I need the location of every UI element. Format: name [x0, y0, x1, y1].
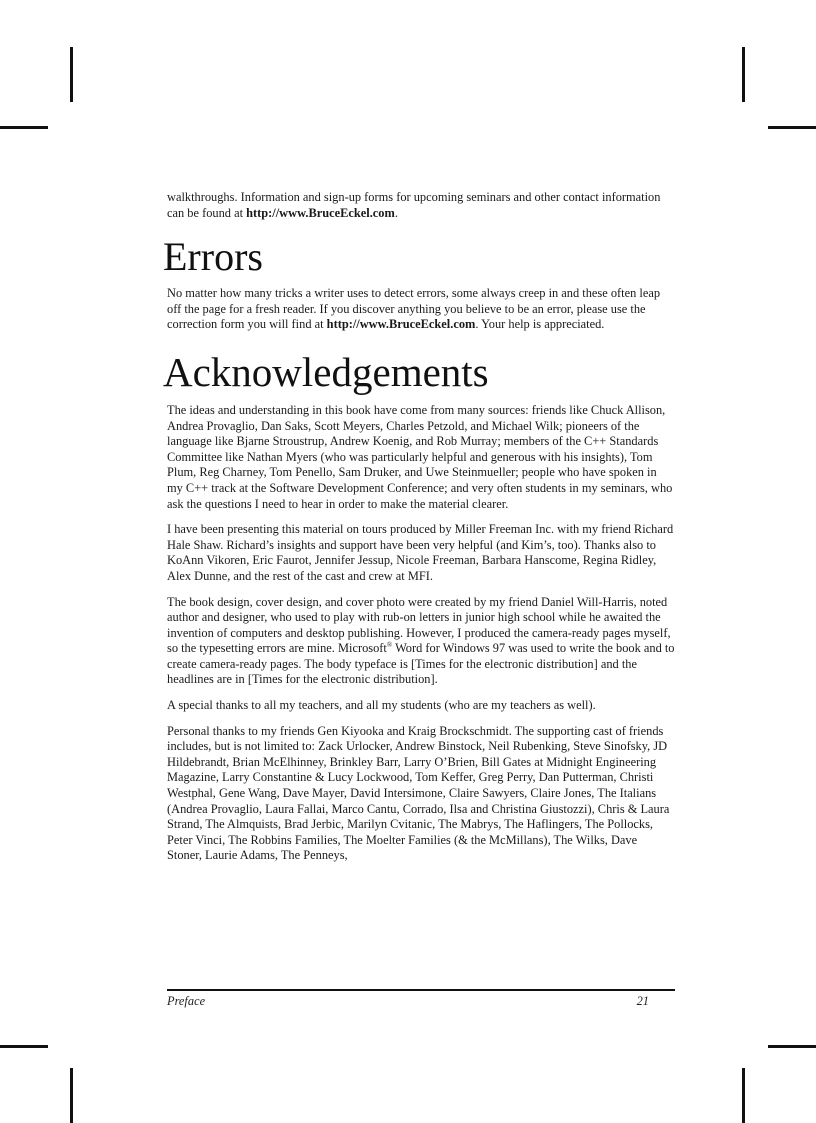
crop-mark-bottom-right-vertical: [742, 1068, 745, 1123]
errors-text: No matter how many tricks a writer uses to detect errors, some always creep in and these often leap off the page for a fresh reader. If you discover anything you believe to be an error, please use the correction form you will find at: [167, 286, 661, 332]
intro-text: walkthroughs. Information and sign-up forms for upcoming seminars and other contact information can be found at: [167, 190, 661, 220]
intro-paragraph: [167, 190, 675, 221]
acknowledgements-heading: Acknowledgements: [163, 348, 489, 395]
errors-paragraph: [167, 286, 675, 333]
ack-paragraph-5: Personal thanks to my friends Gen Kiyooka and Kraig Brockschmidt. The supporting cast of friends includes, but is not limited to: Zack Urlocker, Andrew Binstock, Neil Rubenking, Steve Sinofsky, JD Hildebrandt, Brian McElhinney, Brinkley Barr, Larry O’Brien, Bill Gates at Midnight Engineering Magazine, Larry Constantine & Lucy Lockwood, Tom Keffer, Greg Perry, Dan Putterman, Christi Westphal, Gene Wang, Dave Mayer, David Intersimone, Claire Sawyers, Claire Jones, The Italians (Andrea Provaglio, Laura Fallai, Marco Cantu, Corrado, Ilsa and Christina Giustozzi), Chris & Laura Strand, The Almquists, Brad Jerbic, Marilyn Cvitanic, The Mabrys, The Haflingers, The Pollocks, Peter Vinci, The Robbins Families, The Moelter Families (& the McMillans), The Wilks, Dave Stoner, Laurie Adams, The Penneys,: [167, 723, 670, 863]
crop-mark-bottom-left-vertical: [70, 1068, 73, 1123]
crop-mark-top-left-horizontal: [0, 126, 48, 129]
errors-website-link[interactable]: http://www.BruceEckel.com: [326, 317, 476, 332]
ack-paragraph-3: [167, 595, 675, 689]
ack-paragraph-1: The ideas and understanding in this book have come from many sources: friends like Chuck Allison, Andrea Provaglio, Dan Saks, Scott Meyers, Charles Petzold, and Michael Wilk; pioneers of the language like Bjarne Stroustrup, Andrew Koenig, and Rob Murray; members of the C++ Standards Committee like Nathan Myers (who was particularly helpful and generous with his insights), Tom Plum, Reg Charney, Tom Penello, Sam Druker, and Uwe Steinmueller; people who have spoken in my C++ track at the Software Development Conference; and very often students in my seminars, who ask the questions I need to hear in order to make the material clearer.: [167, 402, 673, 511]
errors-end: . Your help is appreciated.: [475, 317, 605, 332]
footer-section-title: Preface: [167, 994, 206, 1008]
crop-mark-top-left-vertical: [70, 47, 73, 102]
registered-mark: ®: [386, 641, 393, 650]
crop-mark-bottom-right-horizontal: [768, 1045, 816, 1048]
ack-p3-text-a: The book design, cover design, and cover photo were created by my friend Daniel Will-Harris, noted author and designer, who used to play with rub-on letters in junior high school while he awaited the invention of computers and desktop publishing. However, I produced the camera-ready pages myself, so the typesetting errors are mine. Microsoft: [167, 594, 671, 656]
ack-paragraph-4: A special thanks to all my teachers, and all my students (who are my teachers as well).: [167, 698, 596, 713]
page-body: [163, 190, 675, 874]
ack-p3-text-b: Word for Windows 97 was used to write the book and to create camera-ready pages. The body typeface is [Times for the electronic distribution] and the headlines are in [Times for the electronic distribution].: [167, 641, 675, 687]
crop-mark-bottom-left-horizontal: [0, 1045, 48, 1048]
website-link[interactable]: http://www.BruceEckel.com: [246, 205, 395, 220]
intro-end: .: [394, 205, 398, 220]
page-number: 21: [636, 994, 649, 1008]
ack-paragraph-2: I have been presenting this material on tours produced by Miller Freeman Inc. with my friend Richard Hale Shaw. Richard’s insights and support have been very helpful (and Kim’s, too). Thanks also to KoAnn Vikoren, Eric Faurot, Jennifer Jessup, Nicole Freeman, Barbara Hanscome, Regina Ridley, Alex Dunne, and the rest of the cast and crew at MFI.: [167, 522, 674, 583]
crop-mark-top-right-horizontal: [768, 126, 816, 129]
crop-mark-top-right-vertical: [742, 47, 745, 102]
errors-heading: Errors: [163, 234, 263, 280]
page-footer: [167, 994, 675, 1009]
footer-rule: [167, 989, 675, 991]
